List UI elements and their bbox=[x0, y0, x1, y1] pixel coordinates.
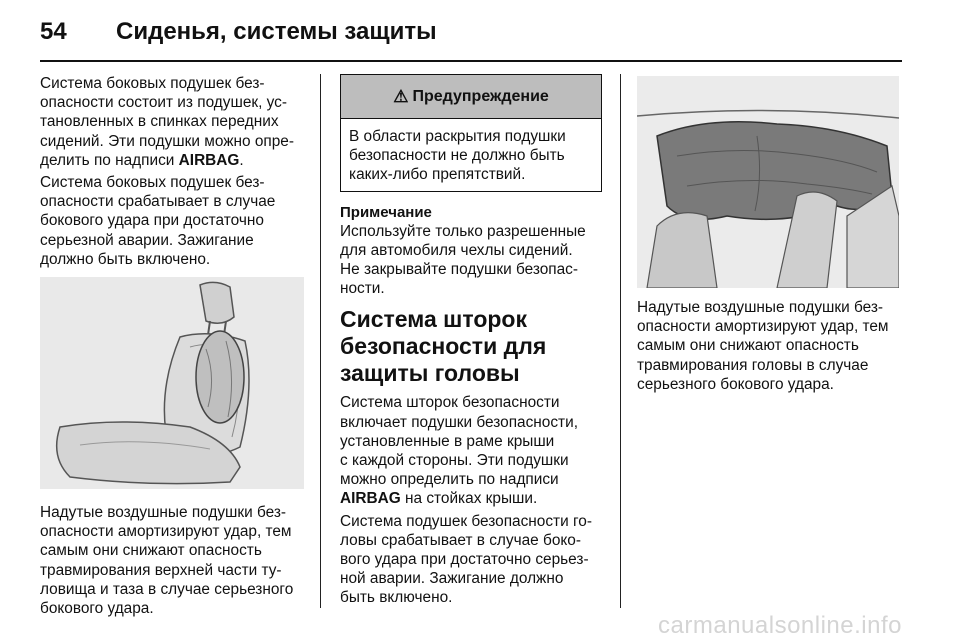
warning-title: Предупреждение bbox=[412, 87, 549, 105]
curtain-airbag-illustration bbox=[637, 76, 899, 288]
warning-text: В области раскрытия подушки безопасности не должно быть каких-либо препятствий. bbox=[349, 128, 566, 184]
curtain-airbag-icon bbox=[637, 76, 899, 288]
warning-header bbox=[341, 75, 601, 119]
header-divider bbox=[40, 60, 902, 62]
curtain-airbag-caption: Надутые воздушные подушки без- опасности амортизируют удар, тем самым они снижают опасность травмирования головы в случае серьезного бокового удара. bbox=[637, 299, 889, 393]
note-title: Примечание bbox=[340, 203, 432, 221]
section-heading-curtain-airbags: Система шторок безопасности для защиты головы bbox=[340, 306, 547, 387]
column-divider-2 bbox=[620, 74, 621, 608]
page-number: 54 bbox=[40, 18, 67, 45]
warning-box bbox=[340, 74, 602, 192]
curtain-airbag-description: Система шторок безопасности включает подушки безопасности, установленные в раме крыши с каждой стороны. Эти подушки можно определить по надписи AIRBAG на стойках крыши. bbox=[340, 394, 578, 508]
seat-airbag-icon bbox=[40, 277, 304, 489]
column-2 bbox=[340, 74, 602, 611]
side-airbag-deployment: Система боковых подушек без- опасности срабатывает в случае бокового удара при достаточно серьезной аварии. Зажигание должно быть включено. bbox=[40, 174, 276, 268]
side-airbag-description: Система боковых подушек без- опасности состоит из подушек, ус- тановленных в спинках передних сидений. Эти подушки можно опре- делить по надписи AIRBAG. bbox=[40, 75, 294, 169]
column-3 bbox=[637, 74, 903, 397]
warning-triangle-icon: ⚠ bbox=[393, 86, 409, 106]
seat-airbag-caption: Надутые воздушные подушки без- опасности амортизируют удар, тем самым они снижают опасность травмирования верхней части ту- ловища и таза в случае серьезного бокового удара. bbox=[40, 504, 294, 618]
note-text: Используйте только разрешенные для автомобиля чехлы сидений. Не закрывайте подушки безопас- ности. bbox=[340, 222, 586, 298]
watermark: carmanualsonline.info bbox=[658, 612, 902, 639]
airbag-label: AIRBAG bbox=[178, 151, 240, 169]
page-title: Сиденья, системы защиты bbox=[116, 18, 437, 45]
seat-airbag-illustration bbox=[40, 277, 304, 489]
column-divider-1 bbox=[320, 74, 321, 608]
page-header bbox=[40, 12, 920, 58]
airbag-label: AIRBAG bbox=[340, 490, 401, 508]
curtain-airbag-deployment: Система подушек безопасности го- ловы срабатывает в случае боко- вого удара при достаточно серьез- ной аварии. Зажигание должно быть включено. bbox=[340, 512, 592, 607]
column-1 bbox=[40, 74, 304, 621]
